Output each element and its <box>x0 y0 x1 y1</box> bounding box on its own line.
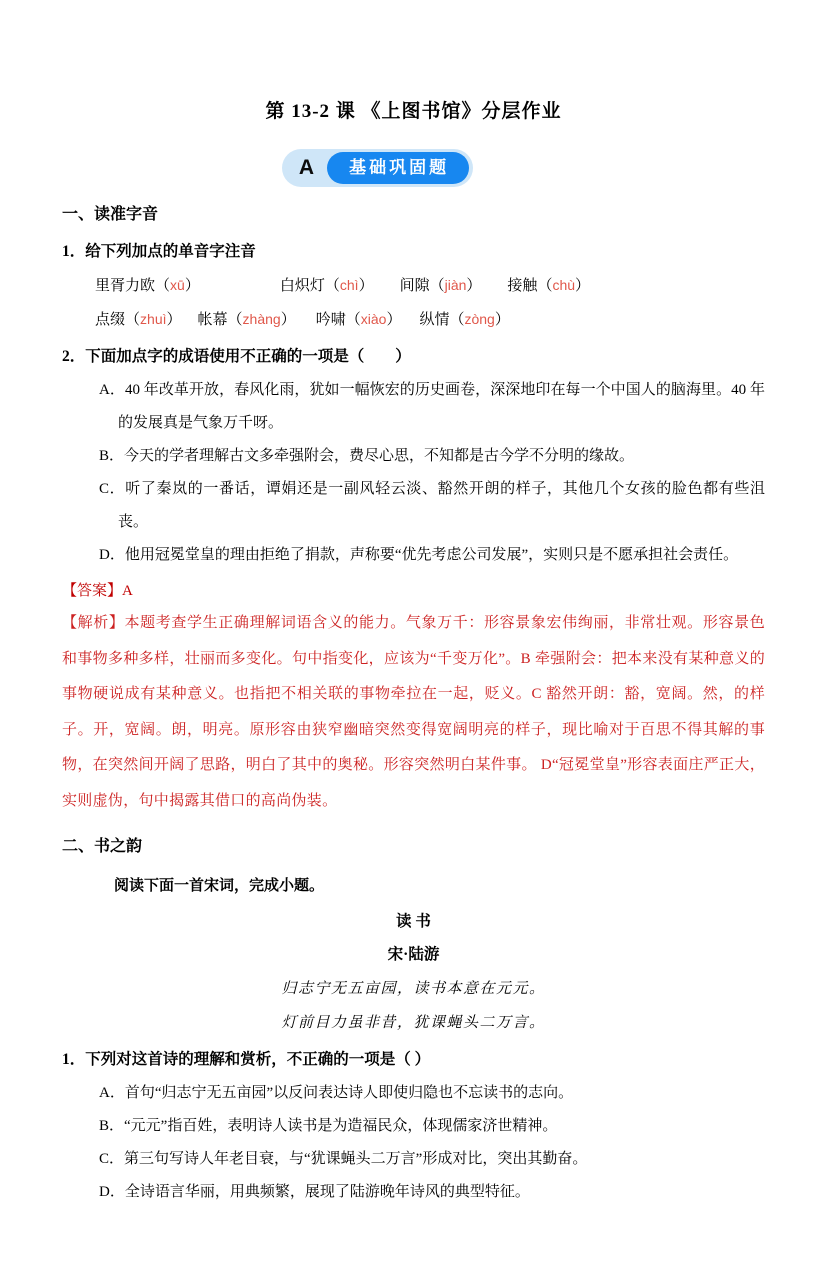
section2-intro: 阅读下面一首宋词，完成小题。 <box>114 878 325 894</box>
phonetic-term: 接触 <box>507 278 538 294</box>
option-a <box>99 1077 765 1110</box>
phonetic-item <box>419 307 509 332</box>
option-text: “元元”指百姓，表明诗人读书是为造福民众，体现儒家济世精神。 <box>124 1118 558 1134</box>
pinyin: xiào <box>360 311 387 327</box>
option-text: 全诗语言华丽，用典频繁，展现了陆游晚年诗风的典型特征。 <box>124 1184 530 1200</box>
poem-line-2: 灯前目力虽非昔，犹课蝇头二万言。 <box>281 1015 546 1031</box>
option-label: C． <box>99 481 126 497</box>
option-d <box>99 1176 765 1209</box>
answer-label: 【答案】 <box>62 583 123 599</box>
option-text: 第三句写诗人年老目衰，与“犹课蝇头二万言”形成对比，突出其勤奋。 <box>124 1151 588 1167</box>
option-b <box>99 1110 765 1143</box>
option-label: C． <box>99 1151 125 1167</box>
pinyin-parens <box>155 278 200 294</box>
question2-prompt: 2．下面加点字的成语使用不正确的一项是（ ） <box>62 348 411 365</box>
analysis-label: 【解析】 <box>62 615 125 631</box>
badge-label: 基础巩固题 <box>327 152 469 184</box>
option-text: 他用冠冕堂皇的理由拒绝了捐款，声称要“优先考虑公司发展”，实则只是不愿承担社会责任。 <box>124 547 739 563</box>
phonetic-item <box>280 273 374 298</box>
analysis-text: 本题考查学生正确理解词语含义的能力。气象万千：形容景象宏伟绚丽，非常壮观。形容景色和事物多种多样，壮丽而多变化。句中指变化，应该为“千变万化”。B 牵强附会：把本来没有某种意义的事物硬说成有某种意义。也指把不相关联的事物牵拉在一起，贬义。C 豁然开朗：豁，宽阔。然，的样子。开，宽阔。朗，明亮。原形容由狭窄幽暗突然变得宽阔明亮的样子，现比喻对于百思不得其解的事物，在突然间开阔了思路，明白了其中的奥秘。形容突然明白某件事。 D“冠冕堂皇”形容表面庄严正大，实则虚伪，句中揭露其借口的高尚伪装。 <box>62 615 766 809</box>
option-c <box>99 473 765 539</box>
option-text: 首句“归志宁无五亩园”以反问表达诗人即使归隐也不忘读书的志向。 <box>124 1085 574 1101</box>
pinyin: xū <box>170 277 185 293</box>
option-label: D． <box>99 547 125 563</box>
phonetic-item <box>400 273 482 298</box>
option-text: 今天的学者理解古文多牵强附会，费尽心思，不知都是古今学不分明的缘故。 <box>124 448 635 464</box>
pinyin-parens <box>325 278 374 294</box>
question2-options <box>62 374 765 572</box>
pinyin: chì <box>339 277 359 293</box>
option-d <box>99 539 765 572</box>
pinyin-parens <box>346 312 402 328</box>
poem-line-1: 归志宁无五亩园，读书本意在元元。 <box>281 981 546 997</box>
doc-title: 第 13-2 课 《上图书馆》分层作业 <box>265 101 562 122</box>
phonetic-item <box>95 273 200 298</box>
pinyin-parens <box>125 312 182 328</box>
phonetic-item <box>198 307 296 332</box>
pinyin: zhàng <box>242 311 281 327</box>
pinyin: chù <box>552 277 576 293</box>
option-b <box>99 440 765 473</box>
option-c <box>99 1143 765 1176</box>
badge-level-letter: A <box>298 156 315 179</box>
question1-prompt: 1．给下列加点的单音字注音 <box>62 243 256 260</box>
option-text: 40 年改革开放，春风化雨，犹如一幅恢宏的历史画卷，深深地印在每一个中国人的脑海里。40 年的发展真是气象万千呀。 <box>118 382 765 431</box>
option-label: A． <box>99 382 125 398</box>
poem-title: 读 书 <box>396 913 431 930</box>
section1-heading: 一、读准字音 <box>62 206 159 223</box>
phonetic-item <box>95 307 182 332</box>
answer-line <box>62 578 765 604</box>
section2-heading: 二、书之韵 <box>62 838 143 855</box>
phonetic-term: 里胥力欧 <box>95 278 156 294</box>
phonetic-term: 帐幕 <box>197 312 228 328</box>
phonetic-item <box>507 273 590 298</box>
option-text: 听了秦岚的一番话，谭娟还是一副风轻云淡、豁然开朗的样子，其他几个女孩的脸色都有些沮丧。 <box>118 481 765 530</box>
poem-author: 宋·陆游 <box>387 946 440 963</box>
phonetic-item <box>316 307 402 332</box>
phonetic-row-2 <box>95 307 765 332</box>
document-page <box>0 96 827 1209</box>
section2-question1-prompt: 1．下列对这首诗的理解和赏析，不正确的一项是（ ） <box>62 1051 431 1068</box>
section2-question1-options <box>62 1077 765 1209</box>
phonetic-term: 点缀 <box>95 312 126 328</box>
option-label: B． <box>99 1118 125 1134</box>
pinyin: zhuì <box>140 311 167 327</box>
level-badge-row <box>26 149 729 187</box>
phonetic-row-1 <box>95 273 765 298</box>
phonetic-term: 纵情 <box>419 312 450 328</box>
option-a <box>99 374 765 440</box>
pinyin: zòng <box>464 311 495 327</box>
level-badge <box>282 149 473 187</box>
phonetic-term: 间隙 <box>399 278 430 294</box>
pinyin-parens <box>537 278 590 294</box>
pinyin-parens <box>228 312 296 328</box>
phonetic-term: 白炽灯 <box>279 278 325 294</box>
option-label: D． <box>99 1184 125 1200</box>
phonetic-term: 吟啸 <box>315 312 346 328</box>
pinyin-parens <box>430 278 482 294</box>
option-label: B． <box>99 448 125 464</box>
answer-value: A <box>122 583 133 599</box>
analysis-paragraph <box>62 606 765 819</box>
pinyin: jiàn <box>444 277 467 293</box>
option-label: A． <box>99 1085 125 1101</box>
pinyin-parens <box>449 312 509 328</box>
